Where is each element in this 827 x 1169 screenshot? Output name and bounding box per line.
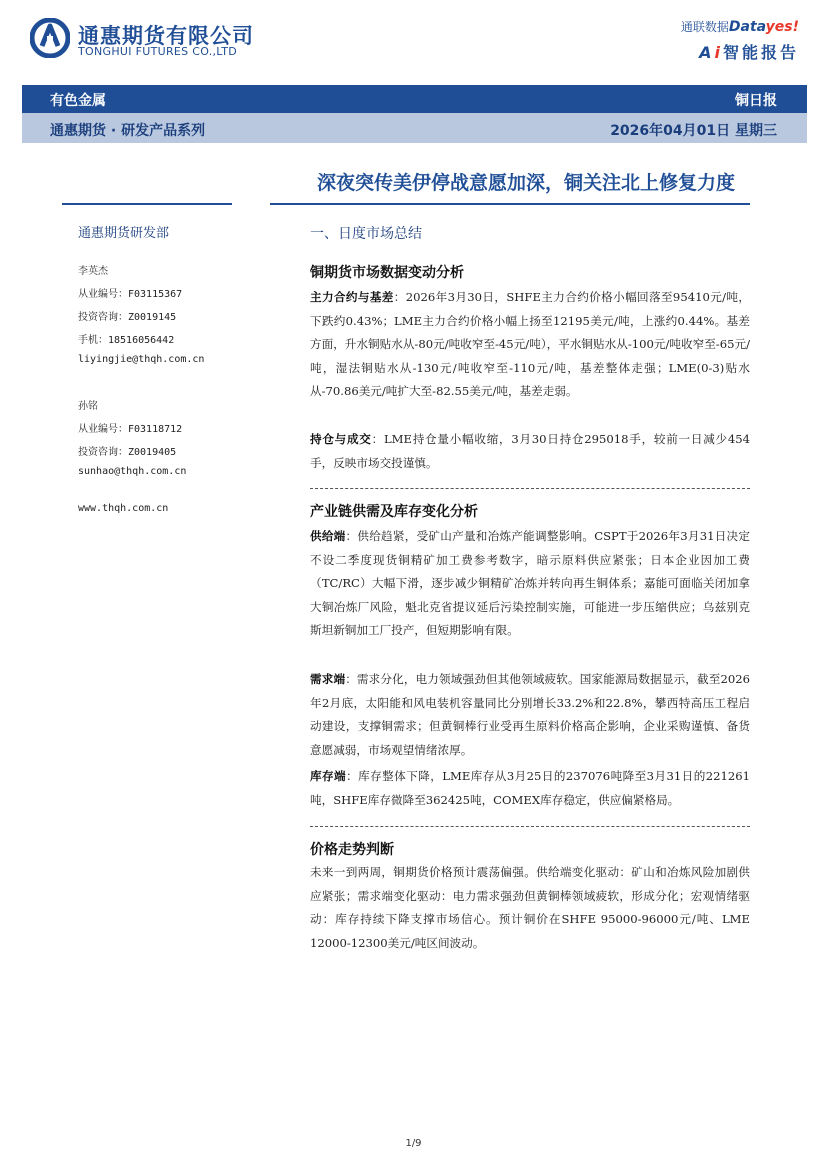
block1-para2	[310, 428, 750, 475]
block1-para1-label: 主力合约与基差	[310, 290, 394, 304]
block2-para1-text: ：供给趋紧，受矿山产量和冶炼产能调整影响。CSPT于2026年3月31日决定不设二季度现货铜精矿加工费参考数字，暗示原料供应紧张；日本企业因加工费（TC/RC）大幅下滑，逐步减少铜精矿冶炼并转向再生铜体系；嘉能可面临关闭加拿大铜冶炼厂风险，魁北克省提议延后污染控制实施，可能进一步压缩供应；乌兹别克斯坦新铜加工厂投产，但短期影响有限。	[310, 529, 750, 637]
headline-rule	[270, 203, 750, 205]
analyst1-license: 从业编号：F03115367	[78, 289, 183, 300]
page-number: 1/9	[405, 1138, 422, 1149]
analyst1-name: 李英杰	[78, 266, 108, 277]
divider-2	[310, 826, 750, 827]
block2-para2-text: ：需求分化，电力领域强劲但其他领域疲软。国家能源局数据显示，截至2026年2月底，太阳能和风电装机容量同比分别增长33.2%和22.8%，攀西特高压工程启动建设，支撑铜需求；但黄铜棒行业受再生原料价格高企影响，企业采购谨慎、备货意愿减弱，市场观望情绪浓厚。	[310, 672, 750, 757]
block3-title: 价格走势判断	[310, 842, 394, 858]
company-name-en: TONGHUI FUTURES CO.,LTD	[78, 45, 238, 58]
research-dept: 通惠期货研发部	[78, 226, 170, 241]
block1-para1	[310, 286, 750, 404]
block2-para3-text: ：库存整体下降，LME库存从3月25日的237076吨降至3月31日的221261吨，SHFE库存微降至362425吨，COMEX库存稳定，供应偏紧格局。	[310, 769, 750, 807]
sidebar-rule	[62, 203, 232, 205]
analyst1-consult: 投资咨询：Z0019145	[78, 312, 177, 323]
block2-para1-label: 供给端	[310, 529, 346, 543]
analyst2-consult: 投资咨询：Z0019405	[78, 447, 177, 458]
ai-text: 智能报告	[722, 43, 799, 62]
category-band	[22, 85, 807, 113]
block2-para2	[310, 668, 750, 762]
website-link[interactable]: www.thqh.com.cn	[78, 503, 169, 514]
series-label: 通惠期货 · 研发产品系列	[50, 123, 206, 139]
analyst2-license: 从业编号：F03118712	[78, 424, 183, 435]
brand-prefix: 通联数据	[680, 20, 729, 34]
report-date: 2026年04月01日 星期三	[610, 123, 777, 139]
company-logo-icon	[30, 18, 70, 58]
block1-para2-label: 持仓与成交	[310, 432, 372, 446]
analyst1-phone: 手机：18516056442	[78, 335, 175, 346]
divider-1	[310, 488, 750, 489]
datayes-brand	[681, 18, 799, 35]
analyst2-name: 孙铭	[78, 401, 98, 412]
block1-title: 铜期货市场数据变动分析	[310, 265, 464, 281]
block2-para3-label: 库存端	[310, 769, 347, 783]
block1-para2-text: ：LME持仓量小幅收缩，3月30日持仓295018手，较前一日减少454手，反映市场交投谨慎。	[310, 432, 750, 470]
ai-i: i	[714, 43, 723, 62]
analyst2-email[interactable]: sunhao@thqh.com.cn	[78, 466, 187, 477]
brand-data: Data	[728, 19, 766, 35]
block2-para3	[310, 765, 750, 812]
category-label: 有色金属	[50, 93, 106, 109]
block2-para2-label: 需求端	[310, 672, 346, 686]
block2-para1	[310, 525, 750, 643]
ai-report-brand	[699, 40, 799, 63]
company-name-cn: 通惠期货有限公司	[78, 24, 254, 48]
report-headline: 深夜突传美伊停战意愿加深，铜关注北上修复力度	[316, 172, 735, 194]
analyst1-email[interactable]: liyingjie@thqh.com.cn	[78, 354, 205, 365]
block1-para1-text: ：2026年3月30日，SHFE主力合约价格小幅回落至95410元/吨，下跌约0.43%；LME主力合约价格小幅上扬至12195美元/吨，上涨约0.44%。基差方面，升水铜贴水从-80元/吨收窄至-45元/吨），平水铜贴水从-100元/吨收窄至-65元/吨，湿法铜贴水从-130元/吨收窄至-110元/吨，基差整体走强；LME(0-3)贴水从-70.86美元/吨扩大至-82.55美元/吨，基差走弱。	[310, 290, 750, 398]
section-title-daily-summary: 一、日度市场总结	[310, 226, 422, 242]
block2-title: 产业链供需及库存变化分析	[310, 504, 478, 520]
brand-yes: yes!	[765, 19, 799, 35]
report-type-label: 铜日报	[735, 93, 777, 109]
ai-a: A	[699, 43, 715, 62]
block3-para1: 未来一到两周，铜期货价格预计震荡偏强。供给端变化驱动：矿山和冶炼风险加剧供应紧张；需求端变化驱动：电力需求强劲但黄铜棒领域疲软，形成分化；宏观情绪驱动：库存持续下降支撑市场信心。预计铜价在SHFE 95000-96000元/吨、LME 12000-12300美元/吨区间波动。	[310, 865, 750, 950]
